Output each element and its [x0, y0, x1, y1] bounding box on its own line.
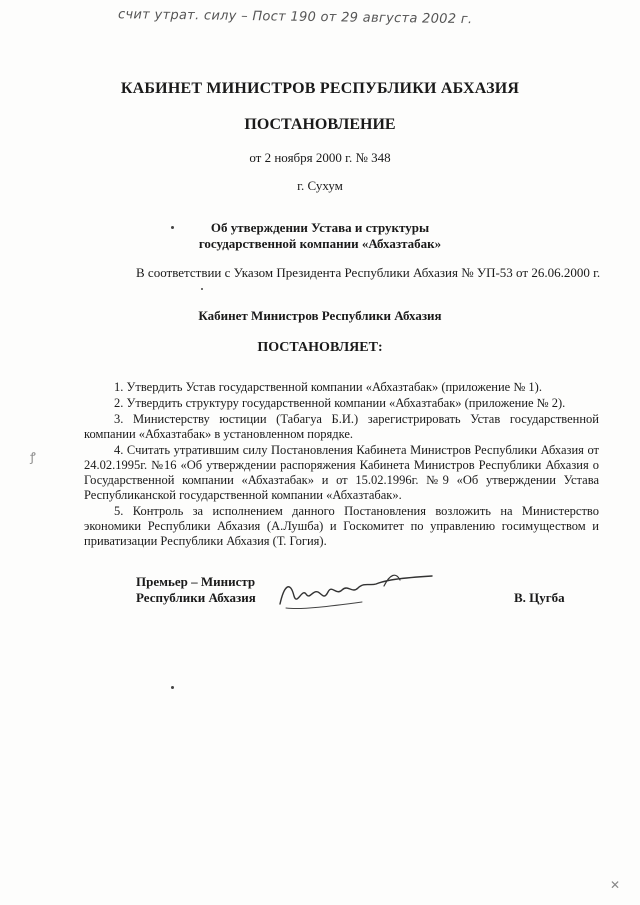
scan-speck: [171, 686, 174, 689]
scan-edge-mark: ꝭ: [30, 450, 36, 464]
signatory-position-line-2: Республики Абхазия: [136, 590, 256, 605]
document-city: г. Сухум: [297, 178, 343, 193]
document-issuer-title: КАБИНЕТ МИНИСТРОВ РЕСПУБЛИКИ АБХАЗИЯ: [120, 80, 520, 97]
handwritten-signature: [272, 566, 442, 616]
cabinet-name: Кабинет Министров Республики Абхазия: [198, 308, 442, 323]
scan-speck: [201, 288, 203, 290]
resolution-item: 1. Утвердить Устав государственной компании «Абхазтабак» (приложение № 1).: [114, 380, 542, 394]
scan-edge-mark: ✕: [610, 878, 621, 892]
signatory-position-line-1: Премьер – Министр: [136, 574, 256, 589]
handwritten-note: счит утрат. силу – Пост 190 от 29 августа 2002 г.: [117, 7, 473, 28]
resolution-item: 5. Контроль за исполнением данного Постановления возложить на Министерство экономики Республики Абхазия (А.Лушба) и Госкомитет по управлению госимуществом и приватизации Республики Абхазия (Т. Гогия).: [84, 504, 599, 548]
signatory-name: В. Цугба: [514, 590, 565, 605]
document-date-number: от 2 ноября 2000 г. № 348: [249, 150, 391, 165]
scan-speck: [171, 226, 174, 229]
decree-heading: ПОСТАНОВЛЯЕТ:: [257, 340, 383, 355]
document-type: ПОСТАНОВЛЕНИЕ: [244, 116, 396, 133]
signatory-position: [136, 574, 256, 606]
subject-line-1: Об утверждении Устава и структуры: [210, 220, 430, 235]
legal-basis: В соответствии с Указом Президента Республики Абхазия № УП-53 от 26.06.2000 г.: [136, 265, 601, 280]
resolution-item: 3. Министерству юстиции (Табагуа Б.И.) зарегистрировать Устав государственной компании «Абхазтабак» в установленном порядке.: [84, 412, 599, 441]
resolution-item: 2. Утвердить структуру государственной компании «Абхазтабак» (приложение № 2).: [114, 396, 566, 410]
subject-line-2: государственной компании «Абхазтабак»: [198, 236, 442, 251]
document-subject: [0, 220, 640, 252]
resolution-items: [84, 380, 599, 550]
resolution-item: 4. Считать утратившим силу Постановления Кабинета Министров Республики Абхазия от 24.02.1995г. №16 «Об утверждении распоряжения Кабинета Министров Республики Абхазия о Государственной компании «Абхазтабак» и от 15.02.1996г. №9 «Об утверждении Устава Республиканской государственной компании «Абхазтабак».: [84, 443, 599, 502]
